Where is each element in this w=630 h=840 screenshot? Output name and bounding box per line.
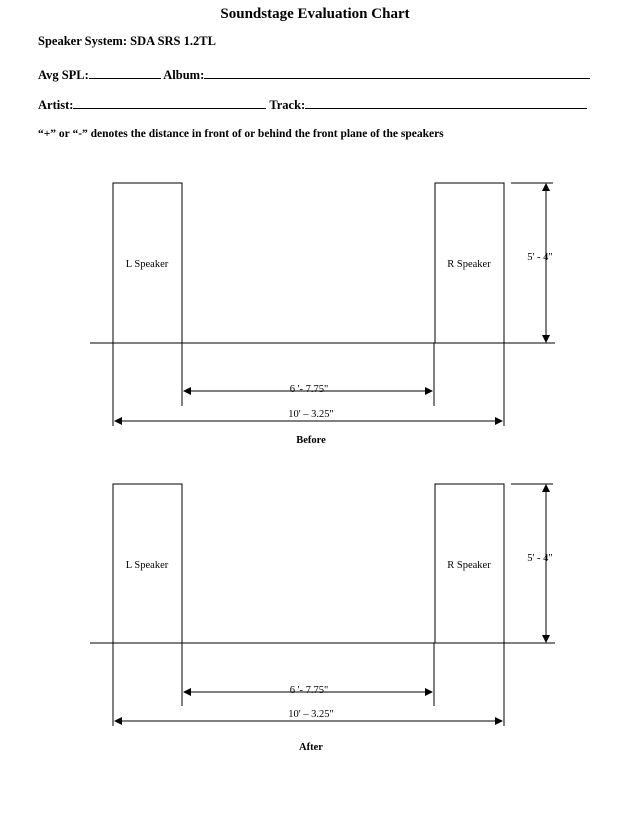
left-speaker-label: L Speaker xyxy=(125,259,169,270)
diagram-after xyxy=(90,484,555,753)
height-dimension-label: 5' - 4" xyxy=(527,252,553,263)
chart-title: Soundstage Evaluation Chart xyxy=(220,6,410,22)
track-label: Track: xyxy=(269,98,306,112)
artist-label: Artist: xyxy=(38,98,74,112)
distance-note: “+” or “-” denotes the distance in front of or behind the front plane of the speakers xyxy=(38,128,444,140)
avg-spl-label: Avg SPL: xyxy=(38,68,89,82)
inner-dimension-label: 6 '- 7.75" xyxy=(289,685,329,696)
height-dimension-label: 5' - 4" xyxy=(527,553,553,564)
outer-dimension-label: 10' – 3.25" xyxy=(288,409,334,420)
right-speaker-label: R Speaker xyxy=(447,560,491,571)
diagram-before xyxy=(90,183,555,446)
diagram-caption: After xyxy=(299,742,323,753)
speaker-system-text: Speaker System: SDA SRS 1.2TL xyxy=(38,34,216,48)
diagram-caption: Before xyxy=(296,435,326,446)
album-label: Album: xyxy=(163,68,205,82)
inner-dimension-label: 6 '- 7.75" xyxy=(289,384,329,395)
outer-dimension-label: 10' – 3.25" xyxy=(288,709,334,720)
left-speaker-label: L Speaker xyxy=(125,560,169,571)
right-speaker-label: R Speaker xyxy=(447,259,491,270)
